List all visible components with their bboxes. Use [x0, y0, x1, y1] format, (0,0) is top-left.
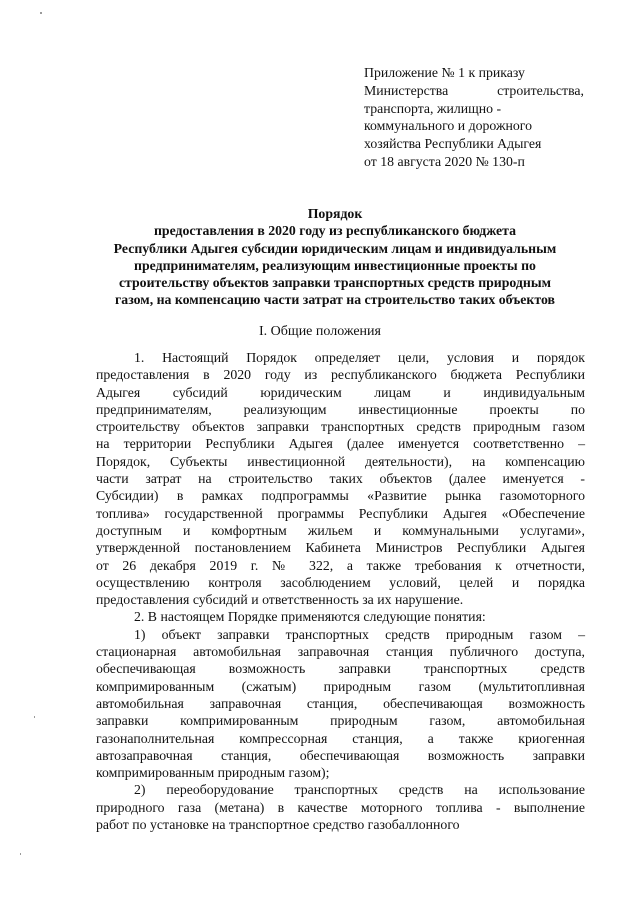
appendix-line: от 18 августа 2020 № 130-п [364, 153, 525, 169]
paragraph-line: компримированным (сжатым) природным газом (мультитопливная [96, 678, 585, 694]
paragraph-line: осуществлению контроля засоблюдением условий, целей и порядка [96, 574, 585, 590]
paragraph-line: природного газа (метана) в качестве моторного топлива - выполнение [96, 799, 585, 815]
appendix-line: коммунального и дорожного [364, 118, 532, 134]
title-line: строительству объектов заправки транспортных средств природным [118, 275, 552, 291]
paragraph-line: строительству объектов заправки транспортных средств природным газом [96, 419, 585, 435]
appendix-line: Приложение № 1 к приказу [364, 65, 525, 80]
title-line: предпринимателям, реализующим инвестиционные проекты по [134, 257, 536, 273]
paragraph-line: 2. В настоящем Порядке применяются следующие понятия: [134, 609, 486, 625]
paragraph-line: автомобильная заправочная станция, обеспечивающая возможность [96, 695, 585, 711]
paragraph-line: компримированным природным газом); [96, 765, 330, 781]
document-title [88, 205, 582, 309]
paragraph-line: предоставления субсидий и ответственность за их нарушение. [96, 592, 464, 608]
title-line: предоставления в 2020 году из республиканского бюджета [153, 223, 517, 239]
paragraph [96, 608, 585, 625]
paragraph-line: от 26 декабря 2019 г. № 322, а также требования к отчетности, [96, 557, 585, 573]
paragraph-line: автозаправочная станция, обеспечивающая возможность заправки [96, 747, 585, 763]
paragraph-line: обеспечивающая возможность заправки транспортных средств [96, 661, 585, 677]
paragraph-line: Субсидии) в рамках подпрограммы «Развитие рынка газомоторного [96, 488, 585, 504]
appendix-line: хозяйства Республики Адыгея [364, 136, 542, 152]
paragraph [96, 781, 585, 833]
paragraph [96, 349, 585, 608]
paragraph-line: утвержденной постановлением Кабинета Министров Республики Адыгея [96, 540, 585, 556]
paragraph-line: доступным и комфортным жильем и коммунальными услугами», [96, 522, 585, 538]
paragraph-line: работ по установке на транспортное средство газобаллонного [96, 817, 460, 833]
paragraph-line: части затрат на строительство таких объектов (далее именуется - [96, 471, 585, 487]
paragraph-line: 1) объект заправки транспортных средств природным газом – [134, 626, 585, 642]
paragraph-line: предпринимателям, реализующим инвестиционные проекты по [96, 401, 585, 417]
section-heading: I. Общие положения [259, 324, 381, 339]
title-line: Порядок [307, 206, 363, 221]
scan-speck [20, 853, 21, 855]
paragraph [96, 626, 585, 782]
appendix-line: транспорта, жилищно - [364, 100, 502, 116]
paragraph-line: стационарная автомобильная заправочная станция публичного доступа, [96, 644, 585, 660]
appendix-note [364, 64, 584, 171]
paragraph-line: заправки компримированным природным газом, автомобильная [96, 713, 585, 729]
document-body [96, 349, 585, 833]
paragraph-line: на территории Республики Адыгея (далее именуется соответственно – [96, 436, 585, 452]
paragraph-line: топлива» государственной программы Республики Адыгея «Обеспечение [96, 505, 585, 521]
paragraph-line: Порядок, Субъекты инвестиционной деятельности), на компенсацию [96, 453, 585, 469]
scan-speck [34, 716, 35, 718]
paragraph-line: предоставления в 2020 году из республиканского бюджета Республики [96, 367, 585, 383]
paragraph-line: 1. Настоящий Порядок определяет цели, условия и порядок [134, 350, 585, 365]
paragraph-line: 2) переоборудование транспортных средств на использование [134, 782, 585, 798]
title-line: Республики Адыгея субсидии юридическим лицам и индивидуальным [113, 240, 557, 256]
paragraph-line: газонаполнительная компрессорная станция, а также криогенная [96, 730, 585, 746]
title-line: газом, на компенсацию части затрат на строительство таких объектов [115, 292, 555, 308]
paragraph-line: Адыгея субсидий юридическим лицам и индивидуальным [96, 384, 585, 400]
appendix-line: Министерства строительства, [364, 82, 584, 98]
scan-speck [40, 12, 42, 14]
